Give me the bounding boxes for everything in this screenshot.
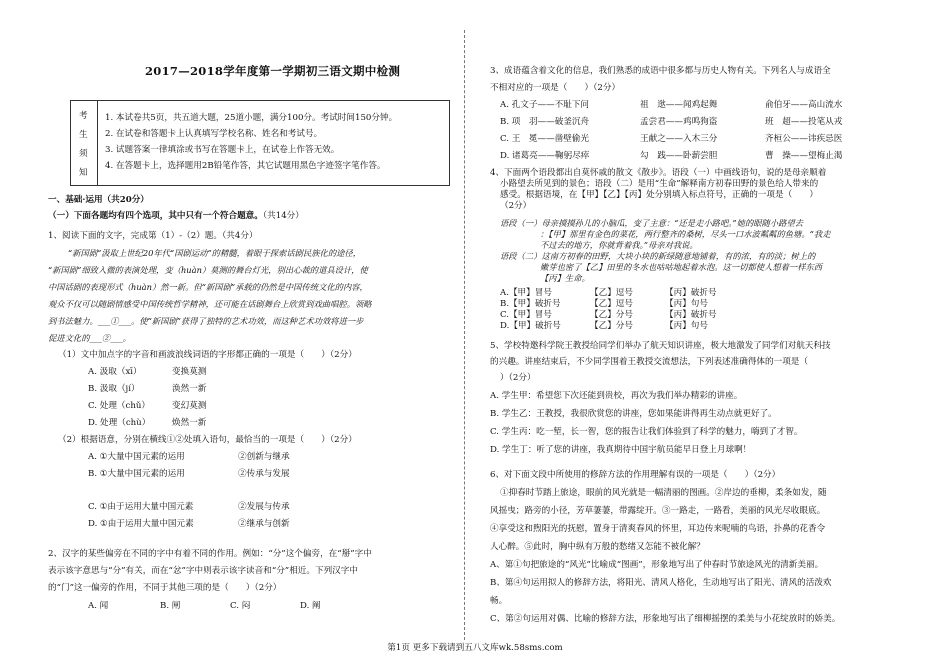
option: 班 超——投笔从戎 <box>765 117 843 127</box>
notice-label <box>71 101 98 185</box>
option: B. 学生乙：王教授，我很欣赏您的讲座，您如果能讲得再生动点就更好了。 <box>490 409 777 419</box>
q1-passage-line: 观众不仅可以随剧情感受中国传统哲学精神，还可能在话剧舞台上欣赏到戏曲唱腔。领略 <box>48 299 372 309</box>
option: ②发展与传承 <box>238 502 290 512</box>
q4-stem: 小路望去所见到的景色；语段（二）是用“生命”解释南方初春田野的景色给人带来的 <box>500 179 819 189</box>
notice-label-char: 生 <box>79 130 88 140</box>
page-footer: 第1页 更多下载请到五八文库wk.58sms.com <box>387 643 563 653</box>
option: A. 汲取（xī） <box>88 367 142 377</box>
q2-stem: 2、汉字的某些偏旁在不同的字中有着不同的作用。例如：“分”这个偏旁，在“掰”字中 <box>48 549 372 559</box>
option: D. 处理（chù） <box>88 418 151 428</box>
option: A. 学生甲：希望您下次还能到贵校，再次为我们举办精彩的讲座。 <box>490 391 743 401</box>
subsection-points: （共14分） <box>262 211 304 221</box>
q1-1-stem: （1）文中加点字的字音和画波浪线词语的字形都正确的一项是（ ）（2分） <box>58 350 357 360</box>
notice-label-char: 须 <box>79 149 88 159</box>
q1-passage-line: “新国剧”细致入微的表演处理，变（huàn）莫测的舞台灯光，别出心裁的道具设计，使 <box>48 265 368 275</box>
option: 祖 逖——闻鸡起舞 <box>640 100 718 110</box>
option: 变幻莫测 <box>172 401 207 411</box>
notice-item: 1. 本试卷共5页，共五道大题，25道小题，满分100分。考试时间150分钟。 <box>105 113 398 123</box>
q2-stem: 表示该字意思与“分”有关，而在“忿”字中则表示该字读音和“分”相近。下列汉字中 <box>48 566 358 576</box>
option: B. 闸 <box>160 601 181 611</box>
option: ②继承与创新 <box>238 519 290 529</box>
option: ②创新与继承 <box>238 452 290 462</box>
q4-passage-line: 【丙】生命。 <box>540 273 590 283</box>
q4-passage-line: ：【甲】那里有金色的菜花，两行整齐的桑树，尽头一口水波粼粼的鱼塘。“我走 <box>540 229 831 239</box>
option: B. 项 羽——破釜沉舟 <box>500 117 590 127</box>
option: D. 阐 <box>300 601 321 611</box>
option: ②传承与发展 <box>238 469 290 479</box>
option: 【乙】分号 <box>590 310 633 320</box>
q1-passage-line: 促进文化的___②___。 <box>48 333 131 343</box>
q4-stem: 4、下面两个语段都出自莫怀戚的散文《散步》。语段（一）中画线语句，说的是母亲顺着 <box>490 168 827 178</box>
option: 【丙】破折号 <box>665 310 717 320</box>
option: B.【甲】破折号 <box>500 299 561 309</box>
q6-passage-line: ①抑春时节踏上旅途，眼前的风光就是一幅清丽的图画。②岸边的垂柳，柔条如发，随 <box>500 488 827 498</box>
q4-stem: （2分） <box>500 201 532 211</box>
option: 曹 操——望梅止渴 <box>765 151 843 161</box>
option: B. ①大量中国元素的运用 <box>88 469 185 479</box>
option: 【丙】句号 <box>665 321 708 331</box>
notice-label-char: 知 <box>79 168 88 178</box>
option: D. 学生丁：听了您的讲座，我真期待中国宇航员能早日登上月球啊！ <box>490 445 752 455</box>
option: A.【甲】冒号 <box>500 288 552 298</box>
q6-passage-line: 人心醉。⑤此时，胸中纵有万般的愁绪又怎能不被化解？ <box>490 542 705 552</box>
notice-label-char: 考 <box>79 111 88 121</box>
option: 【乙】分号 <box>590 321 633 331</box>
subsection-heading <box>48 211 304 222</box>
option: 勾 践——卧薪尝胆 <box>640 151 718 161</box>
option: C. 闷 <box>230 601 251 611</box>
option: 【乙】逗号 <box>590 299 633 309</box>
option: 俞伯牙——高山流水 <box>765 100 843 110</box>
section-heading: 一、基础·运用（共20分） <box>48 195 149 205</box>
option: A、第①句把旅途的“风光”比喻成“图画”，形象地写出了仲春时节旅途风光的清新美丽。 <box>490 560 824 570</box>
q5-stem: 的兴趣。讲座结束后，不少同学围着王教授交流想法，下列表述准确得体的一项是（ <box>490 357 808 367</box>
q4-passage-line: 不过去的地方，你就背着我。”母亲对我说。 <box>540 240 698 250</box>
option: C. 学生丙：吃一堑，长一智，您的报告让我们体验到了科学的魅力，嗨到了才智。 <box>490 427 803 437</box>
option: A. 闻 <box>88 601 109 611</box>
q3-stem: 不相对应的一项是（ ）（2分） <box>490 83 621 93</box>
q3-stem: 3、成语蕴含着文化的信息，我们熟悉的成语中很多都与历史人物有关。下列名人与成语全 <box>490 66 831 76</box>
notice-box <box>70 100 450 186</box>
q2-stem: 的“门”这一偏旁的作用，不同于其他三项的是（ ）（2分） <box>48 583 282 593</box>
q1-passage-line: “新国剧”汲取上世纪20年代“国剧运动”的精髓，着眼于探索话剧民族化的途径， <box>68 248 362 258</box>
q1-passage-line: 到书法魅力。___①___。使“新国剧”获得了独特的艺术功效，而这种艺术功效将进一步 <box>48 316 364 326</box>
option: D.【甲】破折号 <box>500 321 561 331</box>
q5-stem: 5、学校特邀科学院王教授给同学们举办了航天知识讲座，极大地激发了同学们对航天科技 <box>490 341 831 351</box>
option: C. 处理（chǔ） <box>88 401 150 411</box>
q4-passage-line: 嫩芽也密了【乙】田里的冬水也咕咕地起着水泡。这一切都使人想着一样东西 <box>540 262 823 272</box>
option: 孟尝君——鸡鸣狗盗 <box>640 117 718 127</box>
option: D. 诸葛亮——鞠躬尽瘁 <box>500 151 590 161</box>
option: C.【甲】冒号 <box>500 310 552 320</box>
q1-intro: 1、阅读下面的文字，完成第（1）-（2）题。（共4分） <box>48 231 258 241</box>
option: 王献之——入木三分 <box>640 134 718 144</box>
q4-passage-line: 语段（二）这南方初春的田野，大块小块的新绿随意地铺着，有的浓，有的淡；树上的 <box>500 251 816 261</box>
notice-item: 2. 在试卷和答题卡上认真填写学校名称、姓名和考试号。 <box>105 129 323 139</box>
q5-stem: ）（2分） <box>500 373 536 383</box>
q6-stem: 6、对下面文段中所使用的修辞方法的作用理解有误的一项是（ ）（2分） <box>490 470 781 480</box>
option: A. ①大量中国元素的运用 <box>88 452 185 462</box>
option: 涣然一新 <box>172 384 207 394</box>
option: 【丙】句号 <box>665 299 708 309</box>
option: D. ①由于运用大量中国元素 <box>88 519 194 529</box>
option: 【丙】破折号 <box>665 288 717 298</box>
option: 【乙】逗号 <box>590 288 633 298</box>
option: B. 汲取（jí） <box>88 384 140 394</box>
option: A. 孔文子——不耻下问 <box>500 100 590 110</box>
option: 齐桓公——讳疾忌医 <box>765 134 843 144</box>
option: 变换莫测 <box>172 367 207 377</box>
option: 畅。 <box>490 596 508 606</box>
q4-stem: 感受。根据语境，在【甲】【乙】【丙】处分别填入标点符号，正确的一项是（ ） <box>500 190 818 200</box>
option: C、第②句运用对偶、比喻的修辞方法，形象地写出了细柳摇摆的柔美与小花绽放时的娇美。 <box>490 614 841 624</box>
option: B、第④句运用拟人的修辞方法，将阳光、清风人格化，生动地写出了阳光、清风的活泼欢 <box>490 578 832 588</box>
notice-item: 3. 试题答案一律填涂或书写在答题卡上，在试卷上作答无效。 <box>105 145 340 155</box>
notice-item: 4. 在答题卡上，选择题用2B铅笔作答，其它试题用黑色字迹签字笔作答。 <box>105 161 386 171</box>
page-title: 2017—2018学年度第一学期初三语文期中检测 <box>145 64 401 78</box>
q1-passage-line: 中国话剧的表现形式（huàn）然一新。但“新国剧”承载的仍然是中国传统文化的内容， <box>48 282 368 292</box>
option: C. ①由于运用大量中国元素 <box>88 502 194 512</box>
subsection-title: （一）下面各题均有四个选项，其中只有一个符合题意。 <box>48 211 263 221</box>
column-divider <box>464 30 465 640</box>
q6-passage-line: ④享受这和煦阳光的抚慰，置身于清爽春风的怀里，耳边传来呢喃的鸟语，扑鼻的花香令 <box>490 524 826 534</box>
q6-passage-line: 风摇曳；路旁的小径，芳草萋萋，带露绽开。③一路走，一路看，美丽的风光尽收眼底。 <box>490 506 826 516</box>
option: 焕然一新 <box>172 418 207 428</box>
q1-2-stem: （2）根据语意，分别在横线①②处填入语句，最恰当的一项是（ ）（2分） <box>58 435 357 445</box>
option: C. 王 冕——凿壁偷光 <box>500 134 590 144</box>
q4-passage-line: 语段（一）母亲摸摸孙儿的小脑瓜，变了主意：“还是走小路吧。”她的眼随小路望去 <box>500 218 804 228</box>
